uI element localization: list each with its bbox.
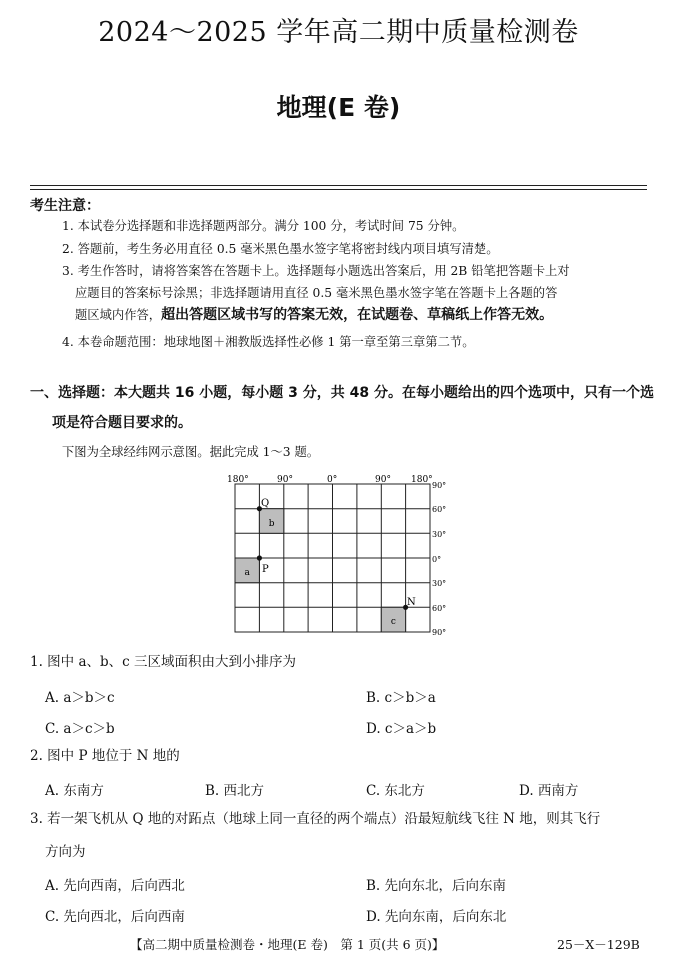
notice-item-3-cont: 应题目的答案标号涂黑；非选择题请用直径 0.5 毫米黑色墨水签字笔在答题卡上各题的答 bbox=[75, 286, 558, 300]
q3-option-b: B. 先向东北，后向东南 bbox=[366, 878, 507, 894]
notice-item-4: 4. 本卷命题范围：地球地图＋湘教版选择性必修 1 第一章至第三章第二节。 bbox=[62, 335, 475, 349]
question-2-stem: 2. 图中 P 地位于 N 地的 bbox=[30, 748, 180, 764]
section-line-2: 项是符合题目要求的。 bbox=[52, 415, 192, 431]
q2-option-d: D. 西南方 bbox=[519, 783, 579, 799]
region-c-label: c bbox=[390, 617, 396, 627]
question-3-stem-line2: 方向为 bbox=[45, 844, 86, 860]
notice-heading: 考生注意： bbox=[30, 198, 100, 214]
q1-option-b: B. c＞b＞a bbox=[366, 690, 436, 706]
q1-option-c: C. a＞c＞b bbox=[45, 721, 115, 737]
notice-item-3: 3. 考生作答时，请将答案答在答题卡上。选择题每小题选出答案后，用 2B 铅笔把答题卡上对 bbox=[62, 264, 570, 278]
lat-label-3: 30° bbox=[432, 530, 447, 539]
lat-label-1: 90° bbox=[432, 481, 447, 490]
notice-item-3-end bbox=[75, 304, 665, 326]
lat-label-5: 30° bbox=[432, 579, 447, 588]
q3-option-c: C. 先向西北，后向西南 bbox=[45, 909, 185, 925]
divider-top bbox=[30, 185, 647, 186]
region-b-label: b bbox=[268, 519, 275, 529]
point-p-label: P bbox=[262, 564, 269, 575]
q3-option-d: D. 先向东南，后向东北 bbox=[366, 909, 507, 925]
lat-label-6: 60° bbox=[432, 604, 447, 613]
graticule-figure bbox=[225, 472, 455, 640]
lon-label-2: 90° bbox=[277, 475, 293, 485]
question-3-stem-line1: 3. 若一架飞机从 Q 地的对跖点（地球上同一直径的两个端点）沿最短航线飞往 N 地，则其飞行 bbox=[30, 811, 601, 827]
q2-option-b: B. 西北方 bbox=[205, 783, 265, 799]
notice-item-2: 2. 答题前，考生务必用直径 0.5 毫米黑色墨水签字笔将密封线内项目填写清楚。 bbox=[62, 242, 499, 256]
divider-bottom bbox=[30, 189, 647, 190]
point-q-label: Q bbox=[261, 498, 270, 509]
page-footer: 【高二期中质量检测卷・地理(E 卷) 第 1 页(共 6 页)】 bbox=[130, 937, 445, 952]
exam-subtitle: 地理(E 卷) bbox=[276, 93, 401, 122]
point-n-label: N bbox=[407, 597, 416, 608]
notice-item-3-text: 题区域内作答， bbox=[75, 308, 162, 322]
notice-warning: 超出答题区域书写的答案无效，在试题卷、草稿纸上作答无效。 bbox=[161, 307, 554, 323]
section-line-1: 一、选择题：本大题共 16 小题，每小题 3 分，共 48 分。在每小题给出的四个选项中，只有一个选 bbox=[30, 385, 654, 401]
q3-option-a: A. 先向西南，后向西北 bbox=[45, 878, 185, 894]
q1-option-d: D. c＞a＞b bbox=[366, 721, 437, 737]
notice-item-1: 1. 本试卷分选择题和非选择题两部分。满分 100 分，考试时间 75 分钟。 bbox=[62, 219, 465, 233]
q1-option-a: A. a＞b＞c bbox=[45, 690, 115, 706]
section-heading bbox=[30, 378, 655, 438]
lat-label-4: 0° bbox=[432, 555, 442, 564]
exam-title: 2024～2025 学年高二期中质量检测卷 bbox=[98, 17, 579, 48]
point-p bbox=[257, 555, 262, 560]
lon-label-5: 180° bbox=[411, 475, 433, 485]
q2-option-a: A. 东南方 bbox=[45, 783, 104, 799]
lat-label-2: 60° bbox=[432, 505, 447, 514]
lon-label-1: 180° bbox=[227, 475, 249, 485]
question-1-stem: 1. 图中 a、b、c 三区域面积由大到小排序为 bbox=[30, 654, 297, 670]
footer-code: 25－X－129B bbox=[557, 937, 640, 952]
lat-label-7: 90° bbox=[432, 628, 447, 637]
region-a-label: a bbox=[244, 568, 250, 578]
lon-label-4: 90° bbox=[375, 475, 391, 485]
lon-label-3: 0° bbox=[327, 475, 338, 485]
figure-intro: 下图为全球经纬网示意图。据此完成 1～3 题。 bbox=[62, 445, 320, 459]
q2-option-c: C. 东北方 bbox=[366, 783, 425, 799]
